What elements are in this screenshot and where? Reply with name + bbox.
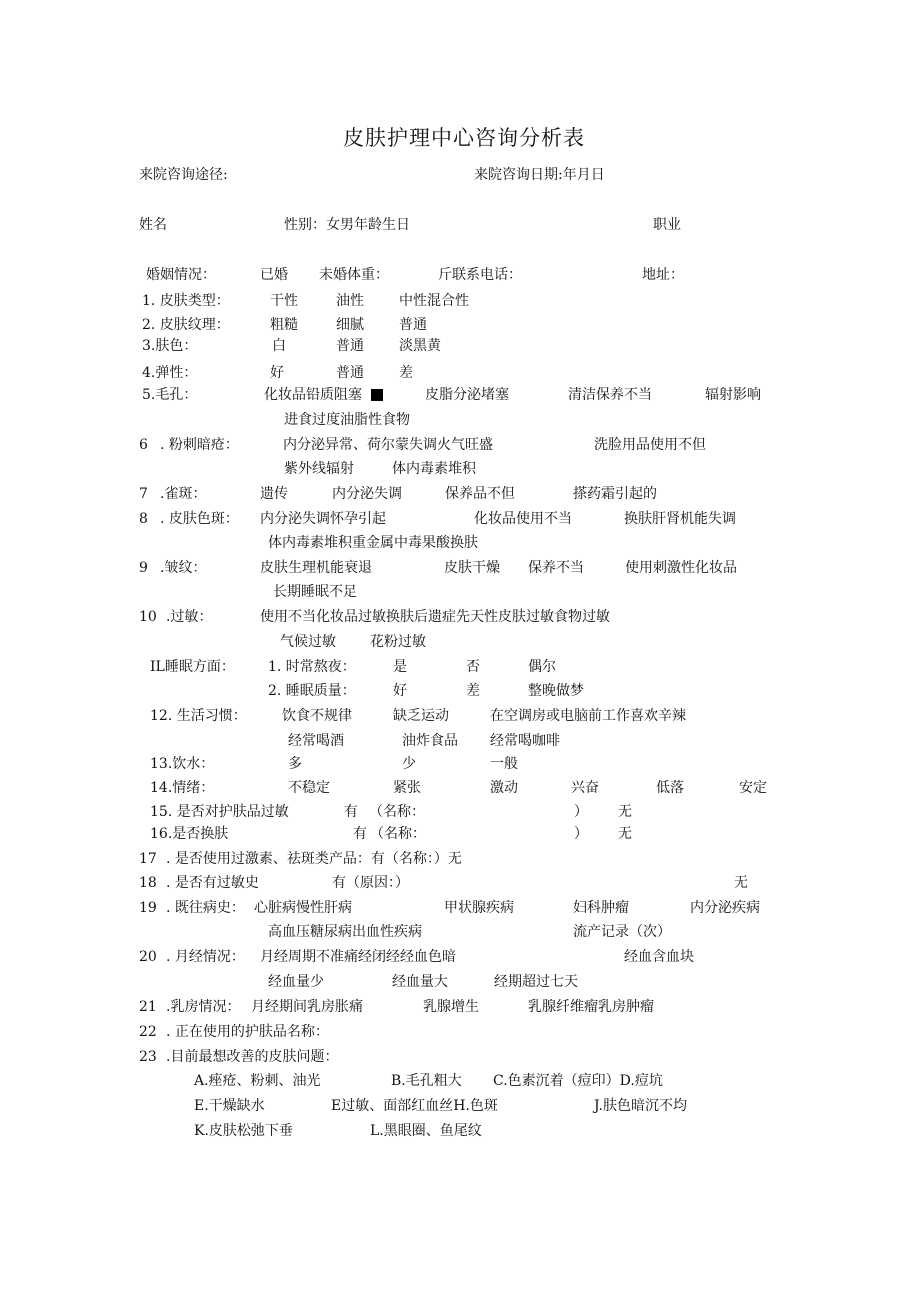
q18-number: 18 (139, 875, 157, 891)
q5-option: 皮脂分泌堵塞 (425, 387, 509, 403)
q16-label: 16.是否换肤 (150, 826, 229, 842)
q16-yes: 有 (353, 826, 367, 842)
q7-label: .雀斑： (160, 486, 207, 502)
q15-yes: 有 (344, 804, 358, 820)
q19-option: 甲状腺疾病 (444, 900, 514, 916)
q22-number: 22 (139, 1024, 157, 1040)
q20-number: 20 (139, 949, 157, 965)
q6-label: . 粉刺暗疮： (160, 437, 239, 453)
q11-label: IL睡眠方面： (150, 659, 235, 675)
q23-option: E过敏、面部红血丝H.色斑 (331, 1098, 498, 1114)
q7-option: 搽药霜引起的 (573, 486, 657, 502)
name-label: 姓名 (139, 217, 167, 233)
q4-label: 4.弹性： (142, 365, 198, 381)
q5-option: 进食过度油脂性食物 (284, 412, 410, 428)
q10-number: 10 (139, 609, 157, 625)
q19-option: 流产记录（次） (573, 924, 671, 940)
visit-channel-label: 来院咨询途径: (139, 167, 228, 183)
q11-option: 偶尔 (528, 659, 556, 675)
q19-option: 内分泌疾病 (690, 900, 760, 916)
gender-age-label: 性别：女男年龄生日 (284, 217, 410, 233)
q6-number: 6 (139, 437, 148, 453)
q14-option: 紧张 (393, 780, 421, 796)
q23-option: K.皮肤松弛下垂 (194, 1123, 293, 1139)
q11-option: 整晚做梦 (528, 683, 584, 699)
q8-label: . 皮肤色斑： (160, 511, 239, 527)
q19-option: 妇科肿瘤 (573, 900, 629, 916)
q11-sub-label: 2. 睡眠质量： (268, 683, 356, 699)
q8-option: 内分泌失调怀孕引起 (260, 511, 386, 527)
q17-text: . 是否使用过激素、祛斑类产品：有（名称：）无 (166, 851, 462, 867)
q12-option: 缺乏运动 (393, 708, 449, 724)
q20-label: . 月经情况： (166, 949, 245, 965)
q5-label: 5.毛孔： (142, 387, 198, 403)
married-option: 已婚 (260, 267, 288, 283)
q12-option: 油炸食品 (402, 733, 458, 749)
job-label: 职业 (653, 217, 681, 233)
q13-option: 少 (402, 756, 416, 772)
q15-no: 无 (618, 804, 632, 820)
q5-option: 清洁保养不当 (568, 387, 652, 403)
q6-option: 内分泌异常、荷尔蒙失调火气旺盛 (283, 437, 493, 453)
q20-option: 月经周期不准痛经闭经经血色暗 (260, 949, 456, 965)
q15-close-paren: ） (574, 804, 588, 820)
q11-option: 是 (393, 659, 407, 675)
q12-label: 12. 生活习惯： (150, 708, 247, 724)
q2-label: 2. 皮肤纹理： (142, 317, 230, 333)
q14-label: 14.情绪： (150, 780, 215, 796)
q7-number: 7 (139, 486, 148, 502)
q21-label: .乳房情况： (166, 999, 241, 1015)
q10-option: 气候过敏 (280, 634, 336, 650)
q19-number: 19 (139, 900, 157, 916)
q18-yes: 有（原因：） (332, 875, 409, 891)
q16-no: 无 (618, 826, 632, 842)
q19-option: 高血压糖尿病出血性疾病 (268, 924, 422, 940)
q4-option: 好 (270, 365, 284, 381)
q11-option: 否 (466, 659, 480, 675)
q23-option: E.干燥缺水 (194, 1098, 265, 1114)
q4-option: 差 (399, 365, 413, 381)
q9-number: 9 (139, 560, 148, 576)
q23-option: C.色素沉着（痘印）D.痘坑 (493, 1073, 663, 1089)
q9-option: 保养不当 (528, 560, 584, 576)
q23-option: J.肤色暗沉不均 (594, 1098, 687, 1114)
q14-option: 兴奋 (571, 780, 599, 796)
q20-option: 经血量少 (268, 974, 324, 990)
q6-option: 体内毒素堆积 (392, 461, 476, 477)
q20-option: 经血含血块 (624, 949, 694, 965)
q4-option: 普通 (336, 365, 364, 381)
q22-text: . 正在使用的护肤品名称： (166, 1024, 329, 1040)
q3-option: 白 (272, 338, 286, 354)
q14-option: 激动 (490, 780, 518, 796)
q17-number: 17 (139, 851, 157, 867)
q6-option: 洗脸用品使用不但 (594, 437, 706, 453)
q15-name-label: （名称： (369, 804, 425, 820)
filled-square-icon (371, 389, 383, 404)
q21-option: 乳腺增生 (423, 999, 479, 1015)
q11-option: 差 (466, 683, 480, 699)
q7-option: 保养品不但 (445, 486, 515, 502)
q1-option: 干性 (270, 293, 298, 309)
q2-option: 细腻 (336, 317, 364, 333)
q10-label: .过敏： (166, 609, 213, 625)
q16-close-paren: ） (574, 826, 588, 842)
q1-option: 中性混合性 (399, 293, 469, 309)
q11-sub-label: 1. 时常熬夜： (268, 659, 356, 675)
q8-option: 体内毒素堆积重金属中毒果酸换肤 (268, 535, 478, 551)
q14-option: 安定 (739, 780, 767, 796)
q15-label: 15. 是否对护肤品过敏 (150, 804, 289, 820)
q20-option: 经血量大 (392, 974, 448, 990)
q9-option: 使用刺激性化妆品 (625, 560, 737, 576)
q18-text: . 是否有过敏史 (166, 875, 259, 891)
q5-option: 化妆品铅质阻塞 (264, 387, 362, 403)
q19-option: 心脏病慢性肝病 (254, 900, 352, 916)
q13-option: 一般 (490, 756, 518, 772)
marital-label: 婚姻情况： (146, 267, 216, 283)
q23-text: .目前最想改善的皮肤问题： (166, 1049, 339, 1065)
q12-option: 经常喝咖啡 (490, 733, 560, 749)
q21-option: 月经期间乳房胀痛 (251, 999, 363, 1015)
q18-no: 无 (734, 875, 748, 891)
q2-option: 粗糙 (270, 317, 298, 333)
q19-label: . 既往病史： (166, 900, 245, 916)
q1-option: 油性 (336, 293, 364, 309)
q14-option: 不稳定 (288, 780, 330, 796)
q6-option: 紫外线辐射 (284, 461, 354, 477)
q14-option: 低落 (656, 780, 684, 796)
q5-option: 辐射影响 (705, 387, 761, 403)
q9-option: 长期睡眠不足 (273, 584, 357, 600)
visit-date-label: 来院咨询日期:年月日 (474, 167, 605, 183)
q12-option: 经常喝酒 (288, 733, 344, 749)
q10-option: 花粉过敏 (370, 634, 426, 650)
q3-option: 淡黑黄 (399, 338, 441, 354)
q1-label: 1. 皮肤类型： (142, 293, 230, 309)
q12-option: 饮食不规律 (282, 708, 352, 724)
q11-option: 好 (393, 683, 407, 699)
q9-label: .皱纹： (160, 560, 207, 576)
unmarried-weight-label: 未婚体重： (319, 267, 389, 283)
q3-option: 普通 (336, 338, 364, 354)
q9-option: 皮肤生理机能衰退 (260, 560, 372, 576)
q8-option: 化妆品使用不当 (474, 511, 572, 527)
q16-name-label: （名称： (370, 826, 426, 842)
q3-label: 3.肤色： (142, 338, 198, 354)
q8-number: 8 (139, 511, 148, 527)
q23-number: 23 (139, 1049, 157, 1065)
q13-label: 13.饮水： (150, 756, 215, 772)
q7-option: 内分泌失调 (332, 486, 402, 502)
q21-number: 21 (139, 999, 157, 1015)
q20-option: 经期超过七天 (494, 974, 578, 990)
jin-phone-label: 斤联系电话： (438, 267, 522, 283)
q23-option: L.黑眼圈、鱼尾纹 (370, 1123, 482, 1139)
q7-option: 遗传 (260, 486, 288, 502)
address-label: 地址： (642, 267, 684, 283)
q8-option: 换肤肝肾机能失调 (624, 511, 736, 527)
q23-option: A.痤疮、粉刺、油光 (194, 1073, 321, 1089)
q2-option: 普通 (399, 317, 427, 333)
q10-option: 使用不当化妆品过敏换肤后遗症先天性皮肤过敏食物过敏 (260, 609, 610, 625)
q23-option: B.毛孔粗大 (391, 1073, 462, 1089)
q21-option: 乳腺纤维瘤乳房肿瘤 (528, 999, 654, 1015)
q13-option: 多 (288, 756, 302, 772)
q12-option: 在空调房或电脑前工作喜欢辛辣 (490, 708, 686, 724)
page-title: 皮肤护理中心咨询分析表 (343, 126, 585, 150)
q9-option: 皮肤干燥 (444, 560, 500, 576)
